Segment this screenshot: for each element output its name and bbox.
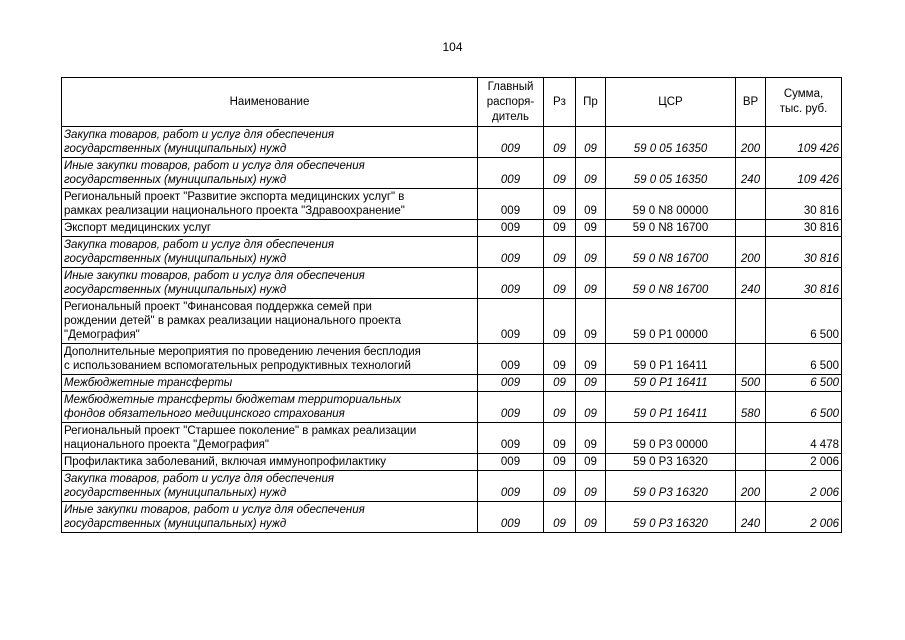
row-name-cell: [62, 344, 478, 375]
row-pr: 09: [576, 237, 606, 268]
header-main-manager-line: Главный: [487, 80, 534, 93]
row-name-cell: [62, 471, 478, 502]
row-name-line: Профилактика заболеваний, включая иммунопрофилактику: [64, 456, 387, 468]
row-main-manager: 009: [478, 423, 544, 454]
row-main-manager: 009: [478, 220, 544, 237]
row-rz: 09: [544, 392, 576, 423]
header-pr: Пр: [576, 78, 606, 127]
row-main-manager: 009: [478, 392, 544, 423]
row-name-line: Иные закупки товаров, работ и услуг для обеспечения: [64, 504, 365, 516]
row-rz: 09: [544, 158, 576, 189]
row-name-line: рамках реализации национального проекта "Здравоохранение": [64, 205, 405, 217]
row-name-line: государственных (муниципальных) нужд: [64, 518, 287, 530]
table-row: [62, 299, 842, 344]
row-csr: 59 0 P3 00000: [606, 423, 736, 454]
row-rz: 09: [544, 299, 576, 344]
row-name-cell: [62, 375, 478, 392]
row-vr: 200: [736, 471, 766, 502]
row-rz: 09: [544, 375, 576, 392]
row-csr: 59 0 05 16350: [606, 127, 736, 158]
table-row: [62, 237, 842, 268]
row-csr: 59 0 P1 00000: [606, 299, 736, 344]
row-pr: 09: [576, 423, 606, 454]
header-sum-line: Сумма,: [783, 88, 824, 100]
row-sum: 109 426: [766, 127, 842, 158]
row-vr: 200: [736, 127, 766, 158]
row-csr: 59 0 N8 16700: [606, 237, 736, 268]
table-header-row: [62, 78, 842, 127]
row-pr: 09: [576, 220, 606, 237]
row-pr: 09: [576, 502, 606, 533]
row-main-manager: 009: [478, 299, 544, 344]
row-name-line: Региональный проект "Старшее поколение" в рамках реализации: [64, 425, 417, 437]
row-rz: 09: [544, 268, 576, 299]
row-sum: 109 426: [766, 158, 842, 189]
row-name-line: Региональный проект "Финансовая поддержка семей при: [64, 301, 372, 313]
table-row: [62, 189, 842, 220]
row-csr: 59 0 N8 00000: [606, 189, 736, 220]
row-rz: 09: [544, 454, 576, 471]
row-name-line: с использованием вспомогательных репродуктивных технологий: [64, 360, 411, 372]
row-csr: 59 0 N8 16700: [606, 268, 736, 299]
row-csr: 59 0 N8 16700: [606, 220, 736, 237]
table-row: [62, 423, 842, 454]
row-name-line: государственных (муниципальных) нужд: [64, 253, 287, 265]
row-rz: 09: [544, 502, 576, 533]
row-csr: 59 0 P3 16320: [606, 454, 736, 471]
row-sum: 30 816: [766, 237, 842, 268]
row-name-line: Экспорт медицинских услуг: [64, 222, 212, 234]
header-vr: ВР: [736, 78, 766, 127]
row-name-cell: [62, 220, 478, 237]
table-row: [62, 471, 842, 502]
row-sum: 30 816: [766, 189, 842, 220]
table-row: [62, 375, 842, 392]
header-main-manager-line: дитель: [492, 110, 529, 123]
row-csr: 59 0 P3 16320: [606, 471, 736, 502]
row-vr: [736, 220, 766, 237]
row-sum: 6 500: [766, 392, 842, 423]
row-name-line: государственных (муниципальных) нужд: [64, 487, 287, 499]
row-main-manager: 009: [478, 471, 544, 502]
row-name-line: Иные закупки товаров, работ и услуг для обеспечения: [64, 270, 365, 282]
row-vr: 580: [736, 392, 766, 423]
row-name-line: национального проекта "Демография": [64, 439, 269, 451]
row-name-cell: [62, 454, 478, 471]
budget-table: [61, 77, 842, 533]
row-main-manager: 009: [478, 189, 544, 220]
row-rz: 09: [544, 127, 576, 158]
row-name-cell: [62, 502, 478, 533]
row-name-line: государственных (муниципальных) нужд: [64, 143, 287, 155]
row-rz: 09: [544, 471, 576, 502]
row-pr: 09: [576, 158, 606, 189]
row-main-manager: 009: [478, 375, 544, 392]
row-main-manager: 009: [478, 237, 544, 268]
header-csr: ЦСР: [606, 78, 736, 127]
row-rz: 09: [544, 189, 576, 220]
row-name-line: Закупка товаров, работ и услуг для обеспечения: [64, 129, 335, 141]
row-vr: 240: [736, 268, 766, 299]
row-name-line: государственных (муниципальных) нужд: [64, 174, 287, 186]
table-row: [62, 220, 842, 237]
row-pr: 09: [576, 268, 606, 299]
table-row: [62, 268, 842, 299]
table-row: [62, 392, 842, 423]
row-name-line: Межбюджетные трансферты: [64, 377, 233, 389]
table-row: [62, 454, 842, 471]
page-number: 104: [442, 40, 463, 54]
row-main-manager: 009: [478, 502, 544, 533]
row-rz: 09: [544, 344, 576, 375]
table-row: [62, 344, 842, 375]
row-name-cell: [62, 392, 478, 423]
row-name-cell: [62, 127, 478, 158]
row-main-manager: 009: [478, 158, 544, 189]
row-vr: [736, 423, 766, 454]
header-sum: [766, 78, 842, 127]
row-rz: 09: [544, 220, 576, 237]
row-main-manager: 009: [478, 344, 544, 375]
header-main-manager-line: распоря-: [486, 95, 535, 108]
row-pr: 09: [576, 375, 606, 392]
row-sum: 30 816: [766, 220, 842, 237]
row-pr: 09: [576, 127, 606, 158]
header-name: Наименование: [62, 78, 478, 127]
row-pr: 09: [576, 344, 606, 375]
header-main-manager: [478, 78, 544, 127]
row-csr: 59 0 05 16350: [606, 158, 736, 189]
row-sum: 4 478: [766, 423, 842, 454]
row-name-cell: [62, 423, 478, 454]
row-sum: 6 500: [766, 375, 842, 392]
row-name-line: рождении детей" в рамках реализации национального проекта: [64, 315, 402, 327]
row-name-cell: [62, 237, 478, 268]
row-name-line: Дополнительные мероприятия по проведению лечения бесплодия: [64, 346, 421, 358]
row-name-line: Региональный проект "Развитие экспорта медицинских услуг" в: [64, 191, 405, 203]
row-vr: [736, 454, 766, 471]
row-csr: 59 0 P1 16411: [606, 392, 736, 423]
table-row: [62, 158, 842, 189]
row-main-manager: 009: [478, 268, 544, 299]
row-name-line: Закупка товаров, работ и услуг для обеспечения: [64, 473, 335, 485]
row-sum: 2 006: [766, 502, 842, 533]
row-csr: 59 0 P1 16411: [606, 344, 736, 375]
row-main-manager: 009: [478, 127, 544, 158]
row-name-line: Закупка товаров, работ и услуг для обеспечения: [64, 239, 335, 251]
row-name-line: фондов обязательного медицинского страхования: [64, 408, 345, 420]
row-vr: [736, 344, 766, 375]
row-rz: 09: [544, 423, 576, 454]
table-row: [62, 127, 842, 158]
row-vr: 240: [736, 502, 766, 533]
row-main-manager: 009: [478, 454, 544, 471]
row-sum: 6 500: [766, 299, 842, 344]
row-name-cell: [62, 158, 478, 189]
row-vr: 200: [736, 237, 766, 268]
row-csr: 59 0 P1 16411: [606, 375, 736, 392]
row-sum: 2 006: [766, 471, 842, 502]
row-name-line: Иные закупки товаров, работ и услуг для обеспечения: [64, 160, 365, 172]
header-sum-line: тыс. руб.: [779, 103, 828, 115]
row-name-cell: [62, 268, 478, 299]
row-pr: 09: [576, 471, 606, 502]
row-sum: 6 500: [766, 344, 842, 375]
row-pr: 09: [576, 392, 606, 423]
row-sum: 2 006: [766, 454, 842, 471]
row-name-line: государственных (муниципальных) нужд: [64, 284, 287, 296]
row-pr: 09: [576, 454, 606, 471]
table-row: [62, 502, 842, 533]
row-name-cell: [62, 299, 478, 344]
row-name-line: "Демография": [64, 329, 140, 341]
row-csr: 59 0 P3 16320: [606, 502, 736, 533]
row-name-cell: [62, 189, 478, 220]
row-name-line: Межбюджетные трансферты бюджетам территориальных: [64, 394, 402, 406]
row-rz: 09: [544, 237, 576, 268]
row-vr: 500: [736, 375, 766, 392]
row-vr: [736, 189, 766, 220]
row-vr: 240: [736, 158, 766, 189]
row-pr: 09: [576, 299, 606, 344]
row-pr: 09: [576, 189, 606, 220]
table-body: [62, 127, 842, 533]
header-rz: Рз: [544, 78, 576, 127]
row-vr: [736, 299, 766, 344]
row-sum: 30 816: [766, 268, 842, 299]
